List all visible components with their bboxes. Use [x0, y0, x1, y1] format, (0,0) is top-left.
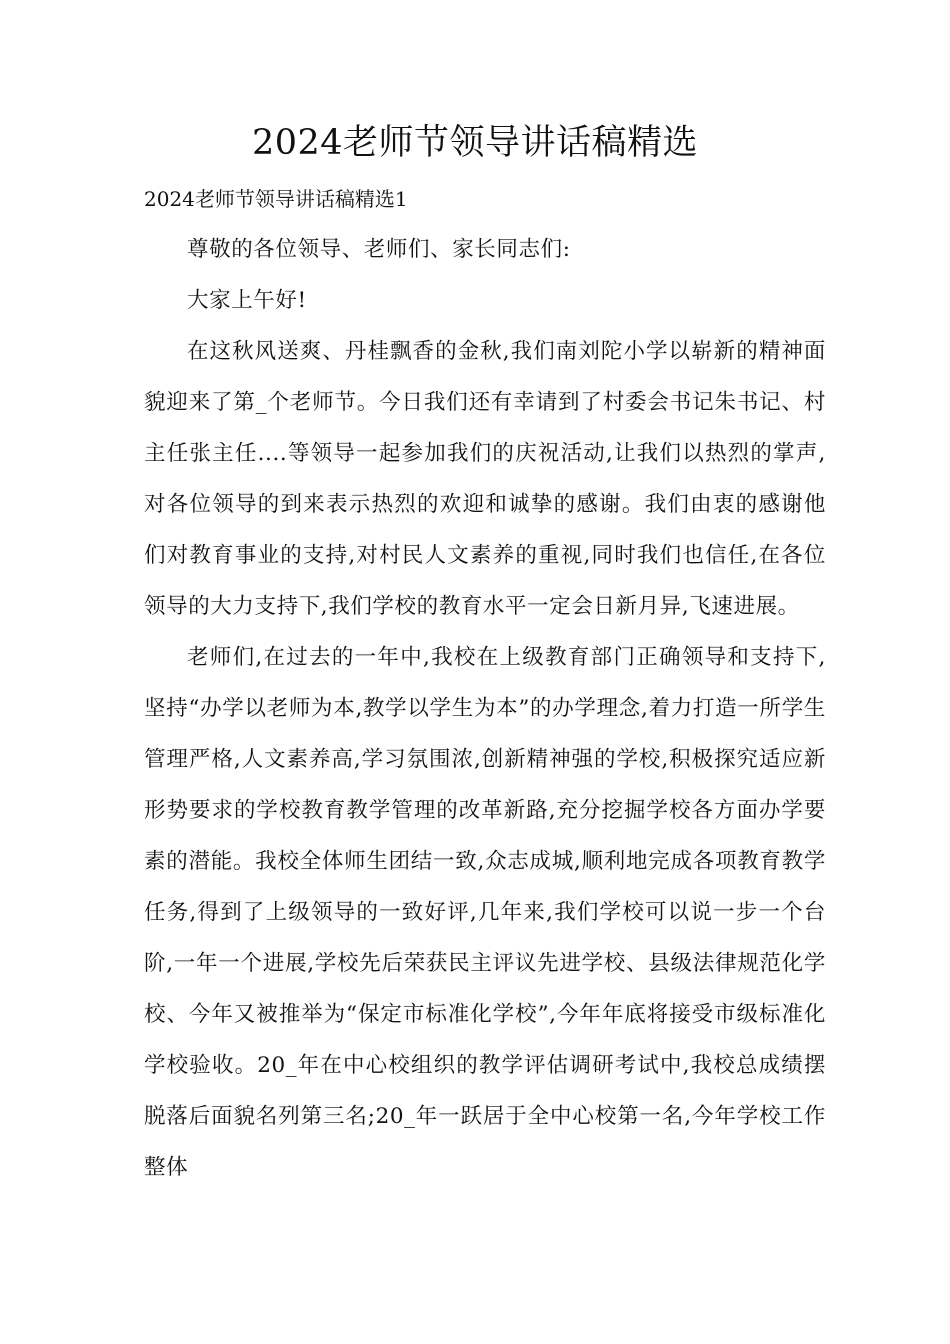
document-title: 2024老师节领导讲话稿精选	[251, 123, 699, 163]
paragraph-salutation: 尊敬的各位领导、老师们、家长同志们:	[187, 237, 571, 262]
paragraph-opening: 在这秋风送爽、丹桂飘香的金秋,我们南刘陀小学以崭新的精神面貌迎来了第_个老师节。今日我们还有幸请到了村委会书记朱书记、村主任张主任....等领导一起参加我们的庆祝活动,让我们以热烈的掌声,对各位领导的到来表示热烈的欢迎和诚挚的感谢。我们由衷的感谢他们对教育事业的支持,对村民人文素养的重视,同时我们也信任,在各位领导的大力支持下,我们学校的教育水平一定会日新月异,飞速进展。	[144, 339, 826, 619]
document-body	[144, 224, 826, 1193]
paragraph-greeting: 大家上午好!	[187, 288, 307, 313]
paragraph-achievements: 老师们,在过去的一年中,我校在上级教育部门正确领导和支持下,坚持“办学以老师为本,教学以学生为本”的办学理念,着力打造一所学生管理严格,人文素养高,学习氛围浓,创新精神强的学校,积极探究适应新形势要求的学校教育教学管理的改革新路,充分挖掘学校各方面办学要素的潜能。我校全体师生团结一致,众志成城,顺利地完成各项教育教学任务,得到了上级领导的一致好评,几年来,我们学校可以说一步一个台阶,一年一个进展,学校先后荣获民主评议先进学校、县级法律规范化学校、今年又被推举为“保定市标准化学校”,今年年底将接受市级标准化学校验收。20_年在中心校组织的教学评估调研考试中,我校总成绩摆脱落后面貌名列第三名;20_年一跃居于全中心校第一名,今年学校工作整体	[144, 645, 826, 1180]
document-subtitle: 2024老师节领导讲话稿精选1	[144, 187, 408, 211]
